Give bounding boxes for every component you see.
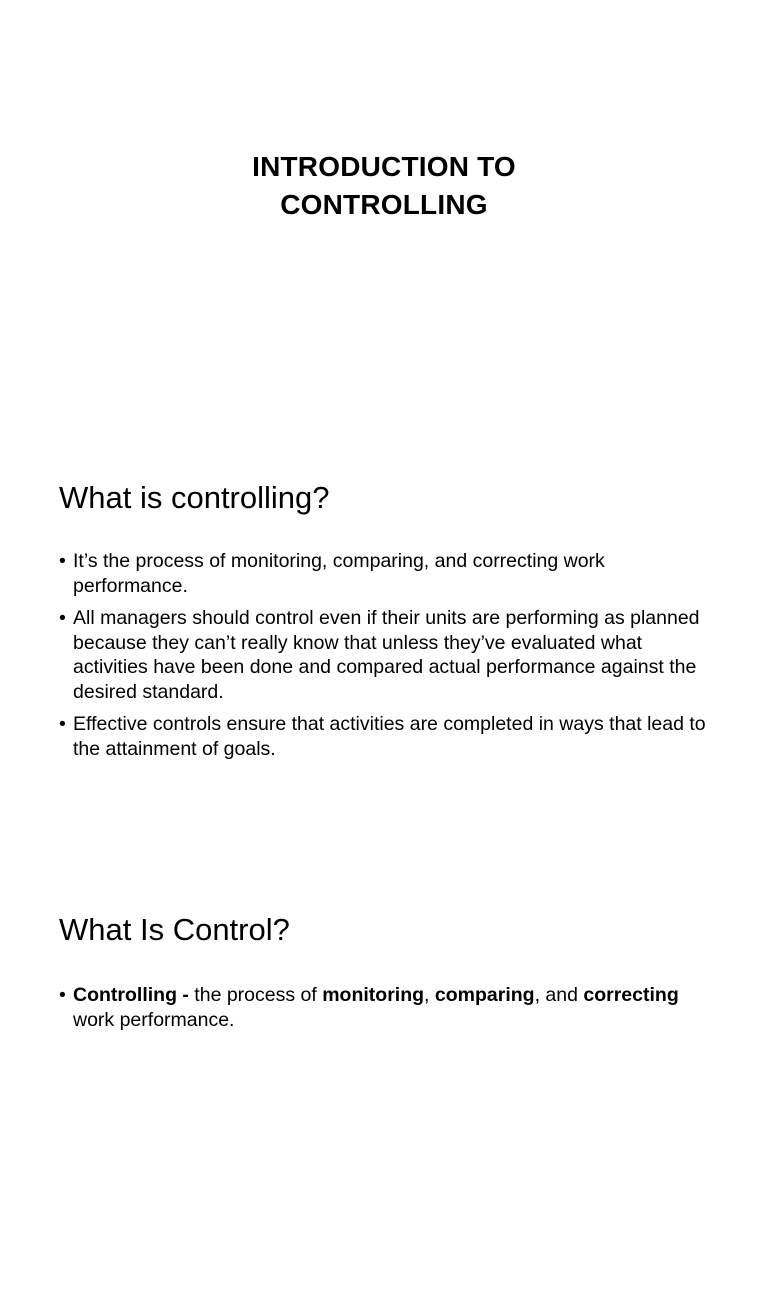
text-segment: the process of (188, 984, 323, 1006)
text-segment: work performance. (73, 1008, 235, 1031)
text-segment: , and (534, 984, 584, 1006)
term-comparing: comparing (434, 984, 535, 1006)
bullet-list (59, 549, 709, 769)
bullet-icon: • (59, 713, 66, 735)
bullet-item (59, 549, 709, 598)
title-slide (0, 0, 768, 432)
slide-heading: What is controlling? (59, 480, 330, 515)
bullet-item (59, 712, 709, 761)
bullet-item (59, 983, 709, 1032)
slide-heading: What Is Control? (59, 912, 290, 947)
text-segment: , (424, 984, 435, 1006)
bullet-icon: • (59, 550, 66, 572)
bullet-item (59, 606, 709, 704)
term-correcting: correcting (583, 984, 679, 1006)
bullet-icon: • (59, 984, 66, 1006)
bullet-text: Effective controls ensure that activities are completed in ways that lead to the attainment of goals. (73, 713, 706, 760)
title-line-2: CONTROLLING (280, 189, 488, 220)
presentation-title (0, 148, 768, 224)
what-is-control-slide (0, 864, 768, 1296)
bullet-list (59, 983, 709, 1040)
bullet-text: It’s the process of monitoring, comparing, and correcting work performance. (73, 550, 605, 597)
title-line-1: INTRODUCTION TO (252, 151, 516, 182)
what-is-controlling-slide (0, 432, 768, 864)
term-controlling: Controlling - (73, 984, 189, 1006)
bullet-icon: • (59, 607, 66, 629)
bullet-text: All managers should control even if their units are performing as planned because they can’t really know that unless they’ve evaluated what activities have been done and compared actual performance against the desired standard. (73, 607, 700, 703)
term-monitoring: monitoring (322, 984, 425, 1006)
